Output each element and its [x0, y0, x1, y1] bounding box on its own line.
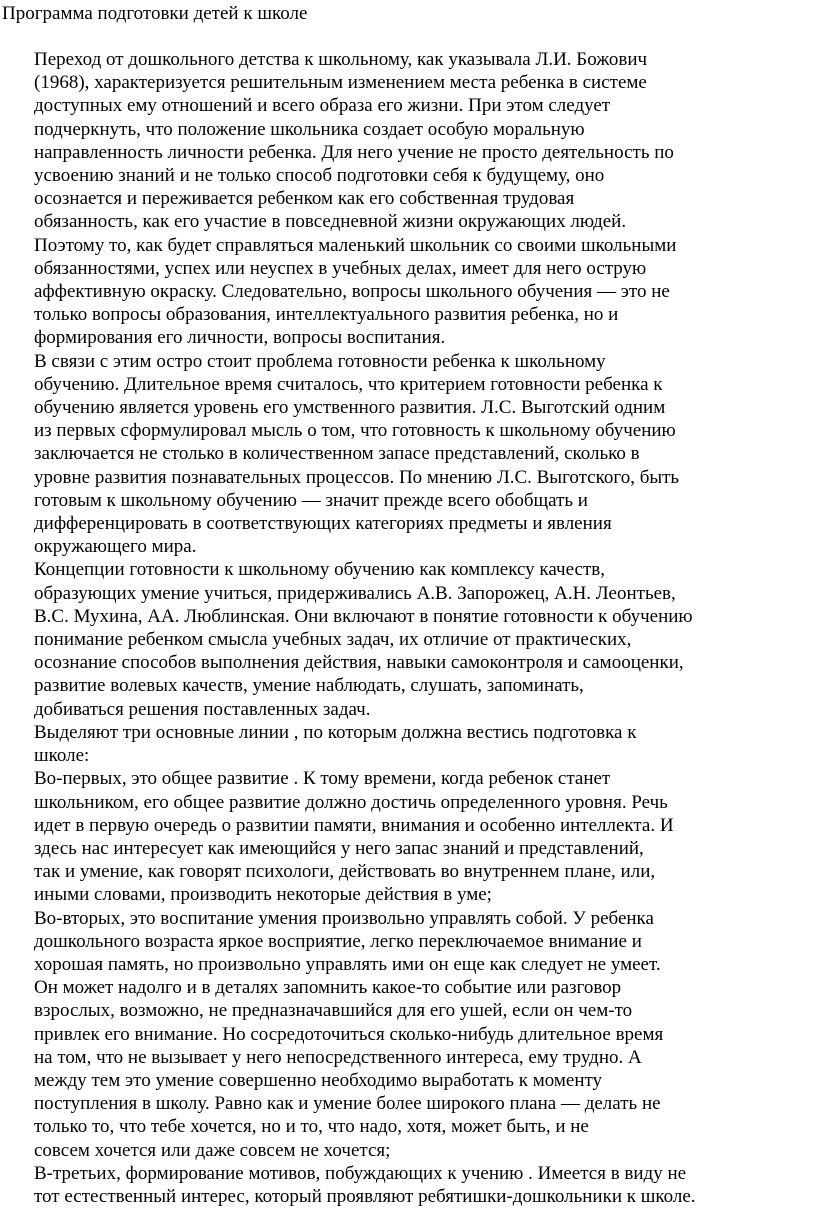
text-line: дифференцировать в соответствующих категориях предметы и явления [34, 513, 612, 535]
text-line: Во-первых, это общее развитие . К тому времени, когда ребенок станет [34, 768, 611, 790]
text-line: уровне развития познавательных процессов. По мнению Л.С. Выготского, быть [34, 466, 680, 488]
text-line: окружающего мира. [34, 536, 197, 558]
text-line: обязанностями, успех или неуспех в учебных делах, имеет для него острую [34, 257, 647, 279]
document-body [34, 48, 809, 1208]
text-line: образующих умение учиться, придерживались А.В. Запорожец, А.Н. Леонтьев, [34, 582, 676, 604]
text-line: направленность личности ребенка. Для него учение не просто деятельность по [34, 141, 674, 163]
text-line: поступления в школу. Равно как и умение более широкого плана — делать не [34, 1093, 661, 1115]
text-line: обязанность, как его участие в повседневной жизни окружающих людей. [34, 211, 627, 233]
text-line: на том, что не вызывает у него непосредственного интереса, ему трудно. А [34, 1046, 642, 1068]
text-line: взрослых, возможно, не предназначавшийся для его ушей, если он чем-то [34, 1000, 633, 1022]
text-line: хорошая память, но произвольно управлять ими он еще как следует не умеет. [34, 953, 661, 975]
text-line: (1968), характеризуется решительным изменением места ребенка в системе [34, 72, 647, 94]
text-line: усвоению знаний и не только способ подготовки себя к будущему, оно [34, 165, 605, 187]
text-line: подчеркнуть, что положение школьника создает особую моральную [34, 118, 585, 140]
text-line: В-третьих, формирование мотивов, побуждающих к учению . Имеется в виду не [34, 1162, 687, 1184]
document-title: Программа подготовки детей к школе [2, 3, 308, 24]
text-line: понимание ребенком смысла учебных задач, их отличие от практических, [34, 629, 632, 651]
text-line: идет в первую очередь о развитии памяти, внимания и особенно интеллекта. И [34, 814, 674, 836]
text-line: так и умение, как говорят психологи, действовать во внутреннем плане, или, [34, 861, 656, 883]
text-line: дошкольного возраста яркое восприятие, легко переключаемое внимание и [34, 930, 642, 952]
text-line: формирования его личности, вопросы воспитания. [34, 327, 446, 349]
text-line: здесь нас интересует как имеющийся у него запас знаний и представлений, [34, 837, 644, 859]
text-line: обучению. Длительное время считалось, что критерием готовности ребенка к [34, 373, 663, 395]
text-line: между тем это умение совершенно необходимо выработать к моменту [34, 1069, 603, 1091]
text-line: Он может надолго и в деталях запомнить какое-то событие или разговор [34, 977, 622, 999]
text-line: обучению является уровень его умственного развития. Л.С. Выготский одним [34, 397, 666, 419]
text-line: Во-вторых, это воспитание умения произвольно управлять собой. У ребенка [34, 907, 654, 929]
text-line: школьником, его общее развитие должно достичь определенного уровня. Речь [34, 791, 668, 813]
text-line: В.С. Мухина, АА. Люблинская. Они включают в понятие готовности к обучению [34, 605, 693, 627]
text-line: заключается не столько в количественном запасе представлений, сколько в [34, 443, 640, 465]
text-line: привлек его внимание. Но сосредоточиться сколько-нибудь длительное время [34, 1023, 664, 1045]
text-line: тот естественный интерес, который проявляют ребятишки-дошкольники к школе. [34, 1185, 696, 1207]
text-line: осознание способов выполнения действия, навыки самоконтроля и самооценки, [34, 652, 684, 674]
text-line: доступных ему отношений и всего образа его жизни. При этом следует [34, 95, 611, 117]
text-line: добиваться решения поставленных задач. [34, 698, 371, 720]
text-line: Поэтому то, как будет справляться маленький школьник со своими школьными [34, 234, 677, 256]
text-line: совсем хочется или даже совсем не хочется; [34, 1139, 391, 1161]
text-line: готовым к школьному обучению — значит прежде всего обобщать и [34, 489, 588, 511]
text-line: Выделяют три основные линии , по которым должна вестись подготовка к [34, 721, 637, 743]
text-line: В связи с этим остро стоит проблема готовности ребенка к школьному [34, 350, 606, 372]
text-line: только то, что тебе хочется, но и то, что надо, хотя, может быть, и не [34, 1116, 589, 1138]
text-line: из первых сформулировал мысль о том, что готовность к школьному обучению [34, 420, 676, 442]
text-line: школе: [34, 745, 90, 767]
text-line: только вопросы образования, интеллектуального развития ребенка, но и [34, 304, 619, 326]
text-line: Переход от дошкольного детства к школьному, как указывала Л.И. Божович [34, 49, 648, 70]
text-line: Концепции готовности к школьному обучению как комплексу качеств, [34, 559, 605, 581]
text-line: развитие волевых качеств, умение наблюдать, слушать, запоминать, [34, 675, 584, 697]
text-line: аффективную окраску. Следовательно, вопросы школьного обучения — это не [34, 281, 670, 303]
text-line: иными словами, производить некоторые действия в уме; [34, 884, 492, 906]
text-line: осознается и переживается ребенком как его собственная трудовая [34, 188, 575, 210]
